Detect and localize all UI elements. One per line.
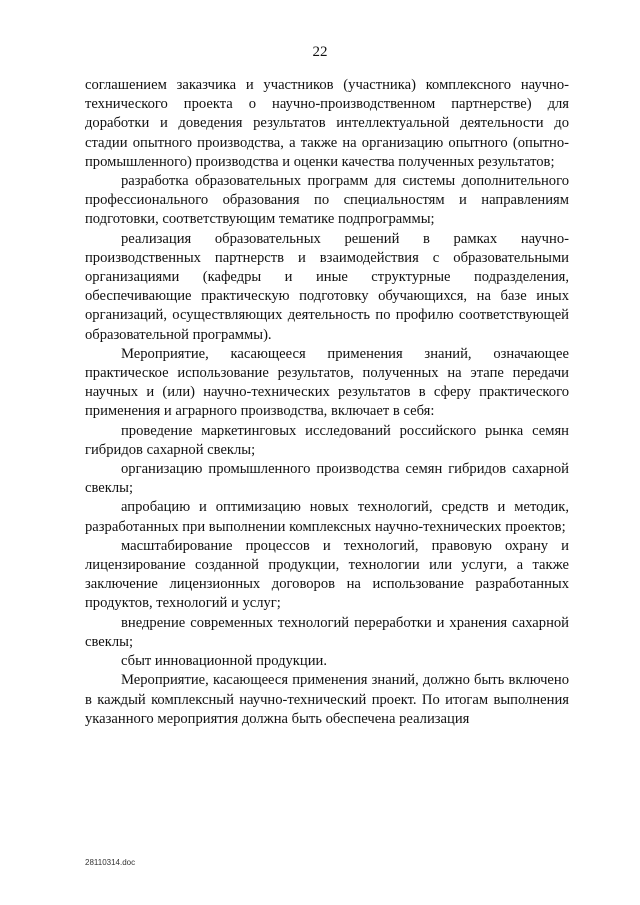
paragraph: соглашением заказчика и участников (участника) комплексного научно-технического проекта о научно-производственном партнерстве) для доработки и доведения результатов интеллектуальной деятельности до стадии опытного производства, а также на организацию опытного (опытно-промышленного) производства и оценки качества полученных результатов;: [85, 77, 569, 170]
paragraph: Мероприятие, касающееся применения знаний, должно быть включено в каждый комплексный научно-технический проект. По итогам выполнения указанного мероприятия должна быть обеспечена реализация: [85, 672, 569, 727]
paragraph: реализация образовательных решений в рамках научно-производственных партнерств и взаимодействия с образовательными организациями (кафедры и иные структурные подразделения, обеспечивающие практическую подготовку обучающихся, на базе иных организаций, осуществляющих деятельность по профилю соответствующей образовательной программы).: [85, 230, 569, 343]
paragraph: Мероприятие, касающееся применения знаний, означающее практическое использование результатов, полученных на этапе передачи научных и (или) научно-технических результатов в сферу практического применения и аграрного производства, включает в себя:: [85, 345, 569, 420]
paragraph: масштабирование процессов и технологий, правовую охрану и лицензирование созданной продукции, технологии или услуги, а также заключение лицензионных договоров на использование разработанных продуктов, технологий и услуг;: [85, 537, 569, 612]
footer-file-code: 28110314.doc: [85, 858, 136, 867]
page-number: 22: [312, 44, 328, 60]
paragraph: проведение маркетинговых исследований российского рынка семян гибридов сахарной свеклы;: [85, 422, 569, 458]
paragraph: внедрение современных технологий переработки и хранения сахарной свеклы;: [85, 614, 569, 650]
document-body: [85, 76, 569, 729]
paragraph: сбыт инновационной продукции.: [121, 653, 327, 670]
paragraph: организацию промышленного производства семян гибридов сахарной свеклы;: [85, 461, 569, 497]
paragraph: разработка образовательных программ для системы дополнительного профессионального образования по специальностям и направлениям подготовки, соответствующим тематике подпрограммы;: [85, 173, 569, 228]
paragraph: апробацию и оптимизацию новых технологий, средств и методик, разработанных при выполнении комплексных научно-технических проектов;: [85, 499, 569, 535]
